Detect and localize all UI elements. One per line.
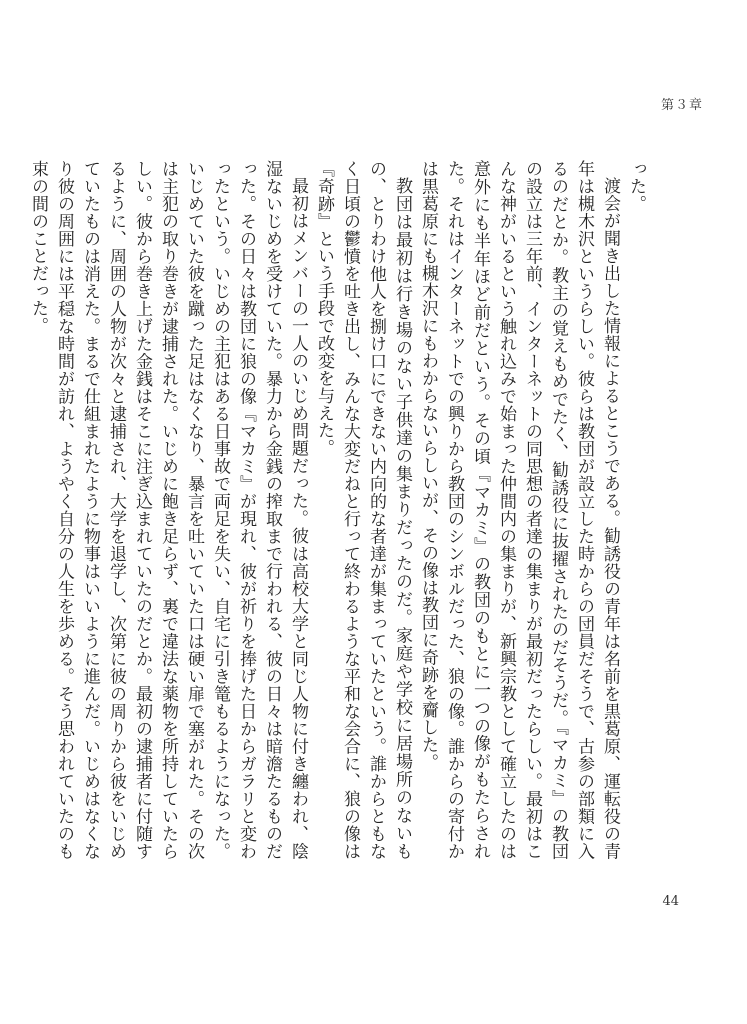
paragraph: 渡会が聞き出した情報によるとこうである。勧誘役の青年は名前を黒葛原、運転役の青年は槻木沢というらしい。彼らは教団が設立した時からの団員だそうで、古参の部類に入るのだとか。教主の覚えもめでたく、勧誘役に抜擢されたのだそうだ。『マカミ』の教団の設立は三年前、インターネットの同思想の者達の集まりが最初だったらしい。最初はこんな神がいるという触れ込みで始まった仲間内の集まりが、新興宗教として確立したのは意外にも半年ほど前だという。その頃『マカミ』の教団のもとに一つの像がもたらされた。それはインターネットでの興りから教団のシンボルだった、狼の像。誰からの寄付かは黒葛原にも槻木沢にもわからないらしいが、その像は教団に奇跡を齎した。: [418, 160, 620, 860]
page-number: 44: [662, 894, 679, 909]
paragraph-continuation: った。: [626, 160, 646, 213]
chapter-header: 第３章: [660, 98, 703, 113]
body-text: [28, 160, 649, 860]
paragraph: 教団は最初は行き場のない子供達の集まりだったのだ。家庭や学校に居場所のないもの、とりわけ他人を捌け口にできない内向的な者達が集まっていたという。誰からともなく日頃の鬱憤を吐き出し、みんな大変だねと行って終わるような平和な会合に、狼の像は『奇跡』という手段で改変を与えた。: [314, 160, 412, 860]
paragraph: 最初はメンバーの一人のいじめ問題だった。彼は高校大学と同じ人物に付き纏われ、陰湿ないじめを受けていた。暴力から金銭の搾取まで行われる、彼の日々は暗澹たるものだった。その日々は教団に狼の像『マカミ』が現れ、彼が祈りを捧げた日からガラリと変わったという。いじめの主犯はある日事故で両足を失い、自宅に引き篭もるようになった。いじめていた彼を蹴った足はなくなり、暴言を吐いていた口は硬い扉で塞がれた。その次は主犯の取り巻きが逮捕された。いじめに飽き足らず、裏で違法な薬物を所持していたらしい。彼から巻き上げた金銭はそこに注ぎ込まれていたのだとか。最初の逮捕者に付随するように、周囲の人物が次々と逮捕され、大学を退学し、次第に彼の周りから彼をいじめていたものは消えた。まるで仕組まれたように物事はいいように進んだ。いじめはなくなり彼の周囲には平穏な時間が訪れ、ようやく自分の人生を歩める。そう思われていたのも束の間のことだった。: [28, 160, 308, 860]
